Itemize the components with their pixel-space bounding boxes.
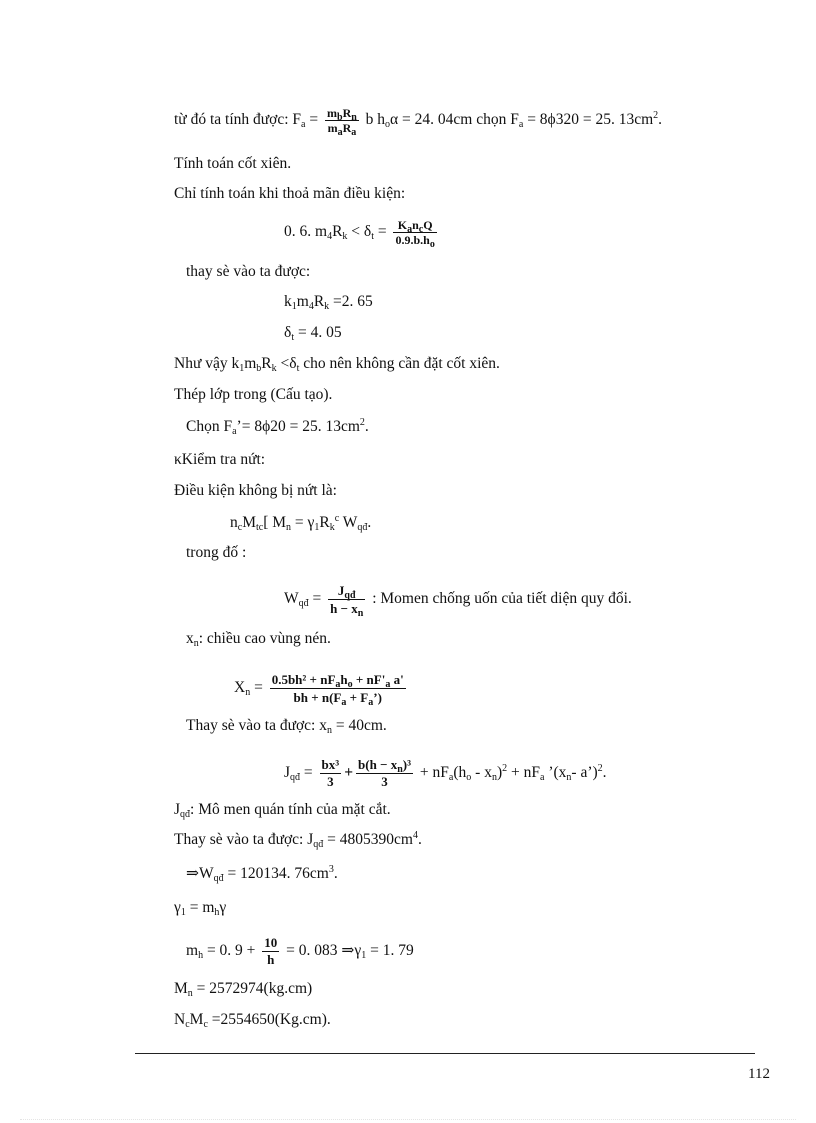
formula-gamma1: $\gamma_1 = m_h\gamma$ xyxy=(174,899,227,918)
text-xn-value: Thay sè vào ta được: $x_n = 40cm$. xyxy=(186,717,387,736)
formula-k1m4rk: $k_1m_4R_k =2$. 65 xyxy=(284,293,373,312)
text-jqd-value: Thay sè vào ta được: $J_{qđ} = 4805390cm^4$. xyxy=(174,830,422,850)
text-wqd-value: $\Rightarrow W_{qđ} = 120134$. $76cm^3$. xyxy=(186,864,338,884)
text-trong-do: trong đố : xyxy=(186,544,247,561)
text-mn-value: $M_n = 2572974(kg.cm)$ xyxy=(174,980,313,999)
page-number: 112 xyxy=(748,1066,770,1082)
fraction: $J_{qđ}$ $h - x_n$ xyxy=(330,583,364,619)
text-dieu-kien: Điều kiện không bị nứt là: xyxy=(174,482,337,499)
formula-jqd: $J_{qđ}$ = $\frac{\text{bx³}}{3}$ + $\frac{b(h - x_n)^3}{3}$ + $nF_a(h_o - x_n)^2 + nF_a$ $’(x_n-$ a’)$^2$. xyxy=(284,757,607,789)
text-condition: Chỉ tính toán khi thoả mãn điều kiện: xyxy=(174,185,406,202)
text-ncmc-value: $N_cM_c =2554650(Kg.cm)$. xyxy=(174,1011,331,1030)
formula-wqd: $W_{qđ}$ = $J_{qđ}$ $h - x_n$ : Momen chống uốn của tiết diện quy đổi. xyxy=(284,583,632,619)
fraction: $m_bR_n$ $m_aR_a$ xyxy=(327,106,357,138)
footer-rule xyxy=(135,1053,755,1054)
text-jqd-def: $J_{qđ}$: Mô men quán tính của mặt cắt. xyxy=(174,801,391,820)
page-bottom-border xyxy=(20,1119,796,1120)
fraction: $\frac{\text{bx³}}{3}$ xyxy=(321,757,340,789)
fraction: $K_an_cQ$ $0.9.b.h_o$ xyxy=(395,218,435,250)
fraction: $\frac{10}{h}$ xyxy=(264,935,278,967)
formula-fa: từ đó ta tính được: $F_a$ = $m_bR_n$ $m_aR_a$ b $h_o\alpha = 24$. 04cm chọn $F_a = 8\phi 320 = 25$. $13cm^2$. xyxy=(174,106,663,138)
formula-mh: $m_h = 0$. 9 + $\frac{10}{h}$ = 0. 083 $\Rightarrow\gamma_1 = 1$. 79 xyxy=(186,935,414,967)
formula-crack-condition: $n_cM_{tc}$[ $M_n = \gamma_1R_k^c$ $W_{qđ}$. xyxy=(230,513,372,533)
heading-kiem-tra-nut: κKiểm tra nứt: xyxy=(174,451,266,468)
heading-thep-lop-trong: Thép lớp trong (Cấu tạo). xyxy=(174,386,333,403)
text-conclusion: Như vậy $k_1m_bR_k <\delta_t$ cho nên không cần đặt cốt xiên. xyxy=(174,355,500,374)
heading-cot-xien: Tính toán cốt xiên. xyxy=(174,155,292,172)
text-xn-def: $x_n$: chiều cao vùng nén. xyxy=(186,630,331,649)
text-substitute: thay sè vào ta được: xyxy=(186,263,311,280)
formula-chon-fa: Chọn $F_a’= 8\phi 20 = 25$. $13cm^2$. xyxy=(186,417,369,437)
fraction: $\frac{b(h - x_n)^3}{3}$ xyxy=(358,757,412,789)
formula-condition: 0. 6. $m_4R_k < \delta_t$ = $K_an_cQ$ $0.9.b.h_o$ xyxy=(284,218,435,250)
formula-delta-t: $\delta_t = 4$. 05 xyxy=(284,324,342,343)
formula-xn: $X_n$ = $0.5bh^2 + nF_ah_o + nF'_a$ a' bh + $n(F_a$ + $F_a$’) xyxy=(234,672,404,708)
fraction: $0.5bh^2 + nF_ah_o + nF'_a$ a' bh + $n(F_a$ + $F_a$’) xyxy=(271,672,404,708)
